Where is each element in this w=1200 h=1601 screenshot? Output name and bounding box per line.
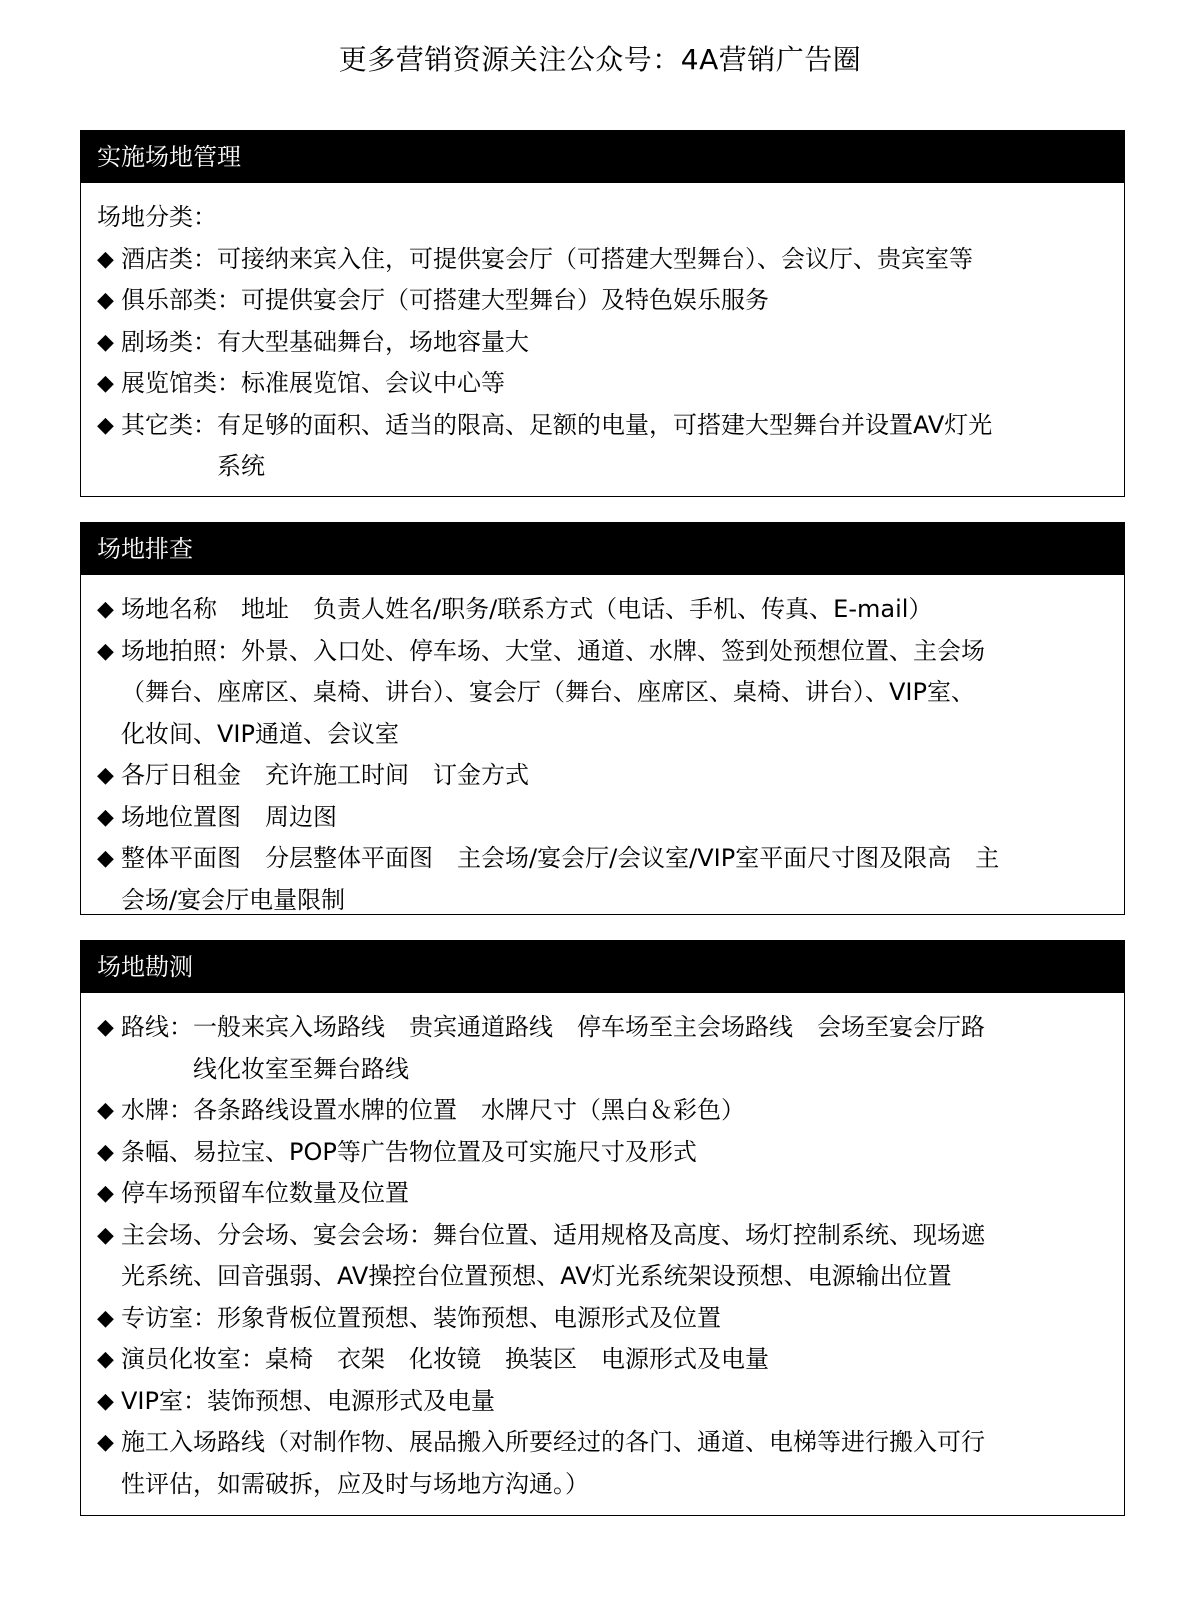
item-text: 性评估，如需破拆，应及时与场地方沟通。）: [121, 1469, 589, 1498]
diamond-bullet-icon: ◆: [97, 412, 114, 438]
list-item: [97, 589, 1108, 631]
diamond-bullet-icon: ◆: [97, 1305, 114, 1331]
diamond-bullet-icon: ◆: [97, 1388, 114, 1414]
item-text: 场地拍照：外景、入口处、停车场、大堂、通道、水牌、签到处预想位置、主会场: [121, 636, 985, 665]
item-text: 化妆间、VIP通道、会议室: [121, 719, 399, 748]
section-body: [81, 993, 1124, 1517]
diamond-bullet-icon: ◆: [97, 638, 114, 664]
diamond-bullet-icon: ◆: [97, 1098, 114, 1123]
item-text: VIP室：装饰预想、电源形式及电量: [121, 1386, 495, 1415]
item-text: 演员化妆室：桌椅 衣架 化妆镜 换装区 电源形式及电量: [121, 1345, 769, 1373]
section-venue-management: [80, 130, 1125, 497]
list-item: [97, 280, 1108, 322]
list-item: [97, 1173, 1108, 1215]
item-text: 可接纳来宾入住，可提供宴会厅（可搭建大型舞台）、会议厅、贵宾室等: [217, 244, 973, 273]
diamond-bullet-icon: ◆: [97, 1222, 114, 1248]
diamond-bullet-icon: ◆: [97, 288, 114, 313]
item-text: 场地名称 地址 负责人姓名/职务/联系方式（电话、手机、传真、E-mail）: [121, 595, 933, 623]
diamond-bullet-icon: ◆: [97, 1015, 114, 1040]
list-item: [97, 1090, 1108, 1132]
list-item: [97, 239, 1108, 281]
item-text: 可提供宴会厅（可搭建大型舞台）及特色娱乐服务: [241, 286, 769, 314]
diamond-bullet-icon: ◆: [97, 846, 114, 871]
item-text: 各厅日租金 充许施工时间 订金方式: [121, 761, 529, 789]
diamond-bullet-icon: ◆: [97, 804, 114, 830]
item-text: 会场/宴会厅电量限制: [121, 885, 346, 914]
diamond-bullet-icon: ◆: [97, 371, 114, 396]
diamond-bullet-icon: ◆: [97, 763, 114, 788]
item-text: 整体平面图 分层整体平面图 主会场/宴会厅/会议室/VIP室平面尺寸图及限高 主: [121, 844, 1000, 872]
list-item: [97, 1298, 1108, 1340]
list-item: [97, 1339, 1108, 1381]
item-text: 标准展览馆、会议中心等: [241, 369, 505, 397]
item-text: 场地位置图 周边图: [121, 802, 337, 831]
item-label: 俱乐部类：: [121, 286, 241, 314]
item-text: 各条路线设置水牌的位置 水牌尺寸（黑白＆彩色）: [193, 1096, 745, 1124]
section-title: 场地勘测: [81, 941, 1124, 993]
item-text: （舞台、座席区、桌椅、讲台）、宴会厅（舞台、座席区、桌椅、讲台）、VIP室、: [121, 678, 975, 706]
item-text: 系统: [217, 452, 265, 480]
item-label: 展览馆类：: [121, 369, 241, 397]
section-title: 实施场地管理: [81, 131, 1124, 183]
list-item: [97, 1381, 1108, 1423]
item-text: 一般来宾入场路线 贵宾通道路线 停车场至主会场路线 会场至宴会厅路: [193, 1013, 985, 1041]
list-item: [97, 755, 1108, 797]
list-item: [97, 1422, 1108, 1505]
diamond-bullet-icon: ◆: [97, 1181, 114, 1206]
item-text: 有足够的面积、适当的限高、足额的电量，可搭建大型舞台并设置AV灯光: [217, 410, 993, 439]
diamond-bullet-icon: ◆: [97, 1139, 114, 1165]
item-label: 酒店类：: [121, 244, 217, 273]
list-item: [97, 631, 1108, 756]
section-body: [81, 183, 1124, 500]
item-label: 其它类：: [121, 410, 217, 439]
section-intro: 场地分类：: [97, 203, 217, 231]
item-text: 有大型基础舞台，场地容量大: [217, 327, 529, 356]
item-text: 光系统、回音强弱、AV操控台位置预想、AV灯光系统架设预想、电源输出位置: [121, 1262, 952, 1290]
section-venue-survey: [80, 522, 1125, 915]
diamond-bullet-icon: ◆: [97, 329, 114, 355]
list-item: [97, 1132, 1108, 1174]
list-item: [97, 1215, 1108, 1298]
item-text: 条幅、易拉宝、POP等广告物位置及可实施尺寸及形式: [121, 1137, 697, 1166]
list-item: [97, 838, 1108, 921]
list-item: [97, 322, 1108, 364]
list-item: [97, 797, 1108, 839]
diamond-bullet-icon: ◆: [97, 597, 114, 622]
list-item: [97, 405, 1108, 488]
item-text: 停车场预留车位数量及位置: [121, 1179, 409, 1207]
item-label: 水牌：: [121, 1096, 193, 1124]
item-text: 线化妆室至舞台路线: [193, 1054, 409, 1083]
section-title: 场地排查: [81, 523, 1124, 575]
list-item: [97, 1007, 1108, 1090]
item-text: 主会场、分会场、宴会会场：舞台位置、适用规格及高度、场灯控制系统、现场遮: [121, 1220, 985, 1249]
page-title: 更多营销资源关注公众号：4A营销广告圈: [338, 43, 862, 76]
section-site-inspection: [80, 940, 1125, 1516]
item-label: 剧场类：: [121, 327, 217, 356]
section-body: [81, 575, 1124, 933]
item-text: 专访室：形象背板位置预想、装饰预想、电源形式及位置: [121, 1303, 721, 1332]
diamond-bullet-icon: ◆: [97, 1347, 114, 1372]
diamond-bullet-icon: ◆: [97, 1430, 114, 1455]
diamond-bullet-icon: ◆: [97, 246, 114, 272]
item-label: 路线：: [121, 1013, 193, 1041]
item-text: 施工入场路线（对制作物、展品搬入所要经过的各门、通道、电梯等进行搬入可行: [121, 1428, 985, 1456]
list-item: [97, 363, 1108, 405]
